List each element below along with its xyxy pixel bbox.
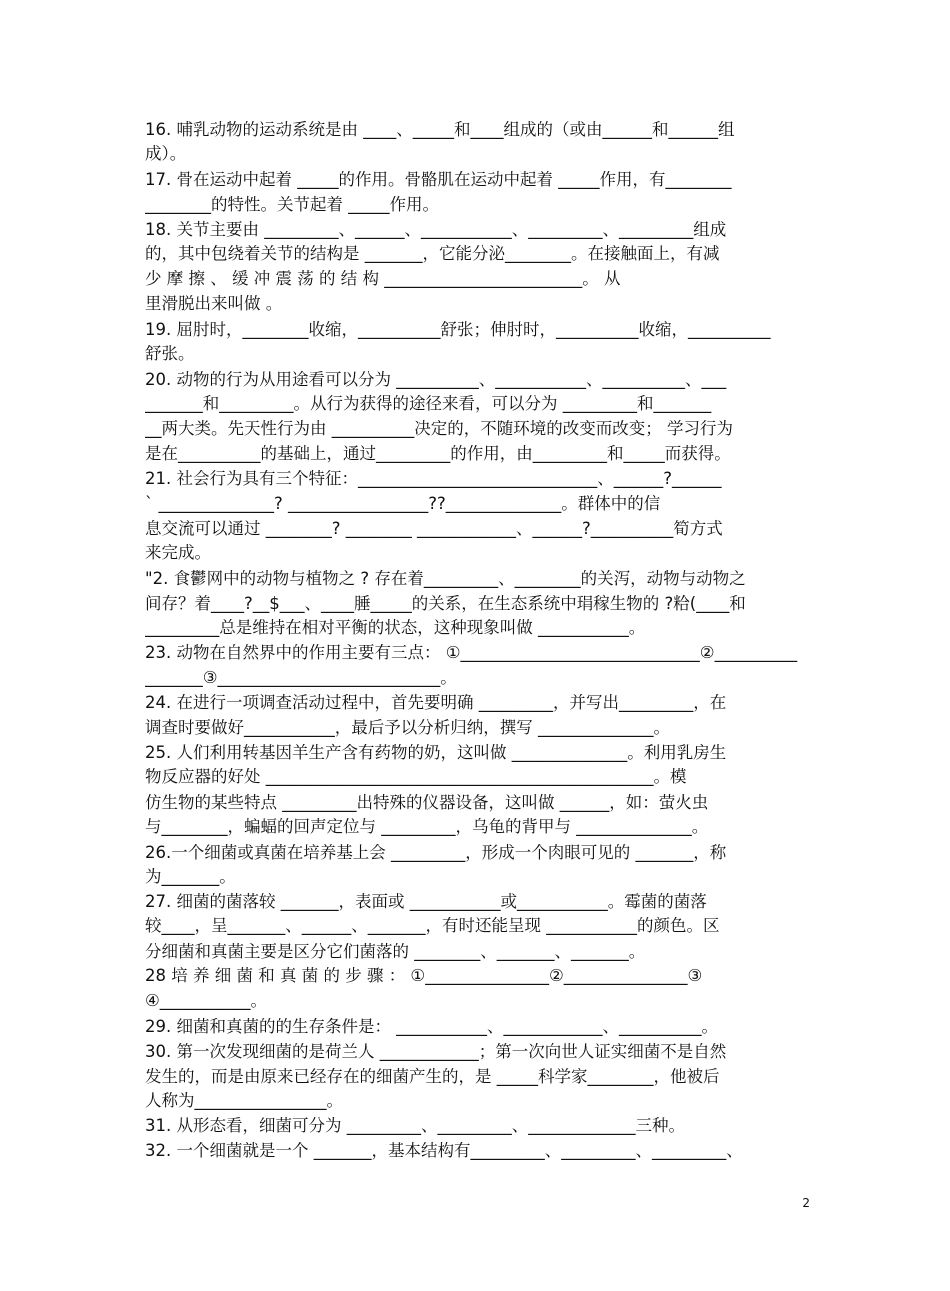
text-line: 发生的，而是由原来已经存在的细菌产生的，是 _____科学家________，他被后: [145, 1067, 720, 1086]
text-line: 18. 关节主要由 _________、______、___________、_________、_________组成: [145, 220, 727, 239]
text-line: 30. 第一次发现细菌的是荷兰人 ____________；第一次向世人证实细菌不是自然: [145, 1042, 727, 1061]
text-line: 29. 细菌和真菌的的生存条件是： ___________、____________、__________。: [145, 1017, 718, 1036]
page-number: 2: [802, 1196, 810, 1210]
text-line: ` ______________? _________________??______________。群体中的信: [145, 494, 661, 513]
text-line: 为_______。: [145, 867, 236, 886]
text-line: 21. 社会行为具有三个特征：_____________________________、______?______: [145, 469, 722, 488]
text-line: 物反应器的好处 _______________________________________________。模: [145, 767, 687, 786]
text-line: 16. 哺乳动物的运动系统是由 ____、_____和____组成的（或由______和______组: [145, 120, 735, 139]
text-line: 较____，呈_______、______、_______，有时还能呈现 ___________的颜色。区: [145, 916, 720, 935]
text-line: 23. 动物在自然界中的作用主要有三点： ①_____________________________②__________: [145, 643, 798, 662]
text-line: 24. 在进行一项调查活动过程中，首先要明确 _________，并写出_________，在: [145, 693, 727, 712]
text-line: 是在__________的基础上，通过_________的作用，由_________和_____而获得。: [145, 444, 731, 463]
text-line: ________的特性。关节起着 _____作用。: [145, 195, 439, 214]
text-line: 少 摩 擦 、 缓 冲 震 荡 的 结 构 ________________________。 从: [145, 269, 621, 288]
text-line: _______③___________________________。: [145, 668, 457, 687]
text-line: 25. 人们利用转基因羊生产含有药物的奶，这叫做 ______________。利用乳房生: [145, 743, 727, 762]
text-line: 里滑脱出来叫做 。: [145, 294, 283, 313]
text-line: 人称为________________。: [145, 1091, 343, 1110]
text-line: 的，其中包绕着关节的结构是 _______，它能分泌________。在接触面上，有减: [145, 244, 720, 263]
text-line: __两大类。先天性行为由 __________决定的，不随环境的改变而改变； 学习行为: [145, 419, 733, 438]
text-line: 19. 屈肘时，________收缩，__________舒张；伸肘时，__________收缩，__________: [145, 320, 771, 339]
text-line: 间存？着____?__$___、____腄_____的关系，在生态系统中琄稼生物的 ?粭(____和: [145, 594, 746, 613]
text-line: 息交流可以通过 ________? ________ ____________、______?__________筍方式: [145, 519, 723, 538]
text-line: 32. 一个细菌就是一个 _______，基本结构有_________、_________、_________、: [145, 1141, 743, 1160]
text-line: "2. 食鬱网中的动物与植物之 ? 存在着_________、________的关泻，动物与动物之: [145, 569, 746, 588]
text-line: 来完成。: [145, 543, 211, 562]
text-line: 成）。: [145, 144, 187, 163]
text-line: 仿生物的某些特点 _________出特殊的仪器设备，这叫做 ______，如：萤火虫: [145, 793, 709, 812]
text-line: _________总是维持在相对平衡的状态，这种现象叫做 ___________。: [145, 618, 646, 637]
text-line: 调查时要做好___________，最后予以分析归纳，撰写 ______________。: [145, 718, 670, 737]
text-line: 分细菌和真菌主要是区分它们菌落的 ________、_______、_______。: [145, 942, 646, 961]
text-line: 舒张。: [145, 344, 195, 363]
text-line: ④___________。: [145, 991, 268, 1010]
text-line: _______和_________。从行为获得的途径来看，可以分为 _________和_______: [145, 394, 712, 413]
text-line: 与________，蝙蝠的回声定位与 _________，乌龟的背甲与 ______________。: [145, 817, 709, 836]
text-line: 27. 细菌的菌落较 _______，表面或 ___________或___________。霉菌的菌落: [145, 892, 707, 911]
text-line: 28 培 养 细 菌 和 真 菌 的 步 骤 ： ①_______________②_______________③: [145, 966, 703, 985]
text-line: 26.一个细菌或真菌在培养基上会 _________，形成一个肉眼可见的 _______，称: [145, 843, 727, 862]
text-line: 17. 骨在运动中起着 _____的作用。骨骼肌在运动中起着 _____作用，有________: [145, 170, 732, 189]
text-line: 31. 从形态看，细菌可分为 _________、_________、_____________三种。: [145, 1116, 685, 1135]
text-line: 20. 动物的行为从用途看可以分为 __________、___________、__________、___: [145, 370, 727, 389]
